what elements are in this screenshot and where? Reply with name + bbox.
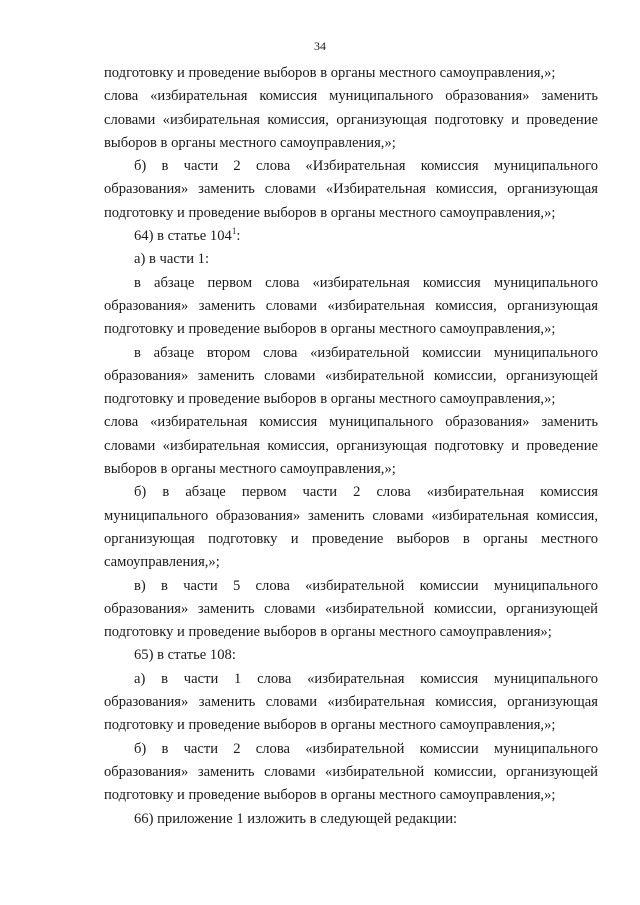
paragraph-continuation: подготовку и проведение выборов в органы местного самоуправления,»;	[104, 65, 556, 81]
paragraph-words-replacement: слова «избирательная комиссия муниципального образования» заменить словами «избирательная комиссия, организующая подготовку и проведение выборов в органы местного самоуправления,»;	[104, 414, 598, 478]
document-body	[104, 62, 598, 831]
article-104-suffix: :	[236, 228, 241, 245]
page-number: 34	[314, 39, 326, 53]
paragraph-part-1: а) в части 1:	[134, 251, 210, 268]
paragraph-second-clause: в абзаце втором слова «избирательной комиссии муниципального образования» заменить словами «избирательной комиссии, организующей подготовку и проведение выборов в органы местного самоуправления,»;	[104, 344, 598, 408]
paragraph-article-108: 65) в статье 108:	[134, 647, 236, 664]
paragraph-replace-words: слова «избирательная комиссия муниципального образования» заменить словами «избирательная комиссия, организующая подготовку и проведение выборов в органы местного самоуправления,»;	[104, 88, 598, 151]
paragraph-first-clause: в абзаце первом слова «избирательная комиссия муниципального образования» заменить словами «избирательная комиссия, организующая подготовку и проведение выборов в органы местного самоуправления,»;	[104, 274, 598, 338]
paragraph-part-2: б) в части 2 слова «Избирательная комиссия муниципального образования» заменить словами «Избирательная комиссия, организующая подготовку и проведение выборов в органы местного самоуправления,»;	[104, 158, 598, 221]
paragraph-part-2-first-clause: б) в абзаце первом части 2 слова «избирательная комиссия муниципального образования» заменить словами «избирательная комиссия, организующая подготовку и проведение выборов в органы местного самоуправления,»;	[104, 484, 598, 571]
paragraph-article-108-part-2: б) в части 2 слова «избирательной комиссии муниципального образования» заменить словами «избирательной комиссии, организующей подготовку и проведение выборов в органы местного самоуправления,»;	[104, 740, 598, 804]
paragraph-appendix-1: 66) приложение 1 изложить в следующей редакции:	[134, 810, 458, 827]
paragraph-article-108-part-1: а) в части 1 слова «избирательная комиссия муниципального образования» заменить словами «избирательная комиссия, организующая подготовку и проведение выборов в органы местного самоуправления,»;	[104, 670, 598, 734]
paragraph-article-104-1	[104, 225, 598, 248]
article-104-superscript: 1	[231, 226, 237, 237]
article-104-prefix: 64) в статье 104	[134, 228, 232, 245]
paragraph-part-5: в) в части 5 слова «избирательной комиссии муниципального образования» заменить словами «избирательной комиссии, организующей подготовку и проведение выборов в органы местного самоуправления»;	[104, 577, 598, 641]
